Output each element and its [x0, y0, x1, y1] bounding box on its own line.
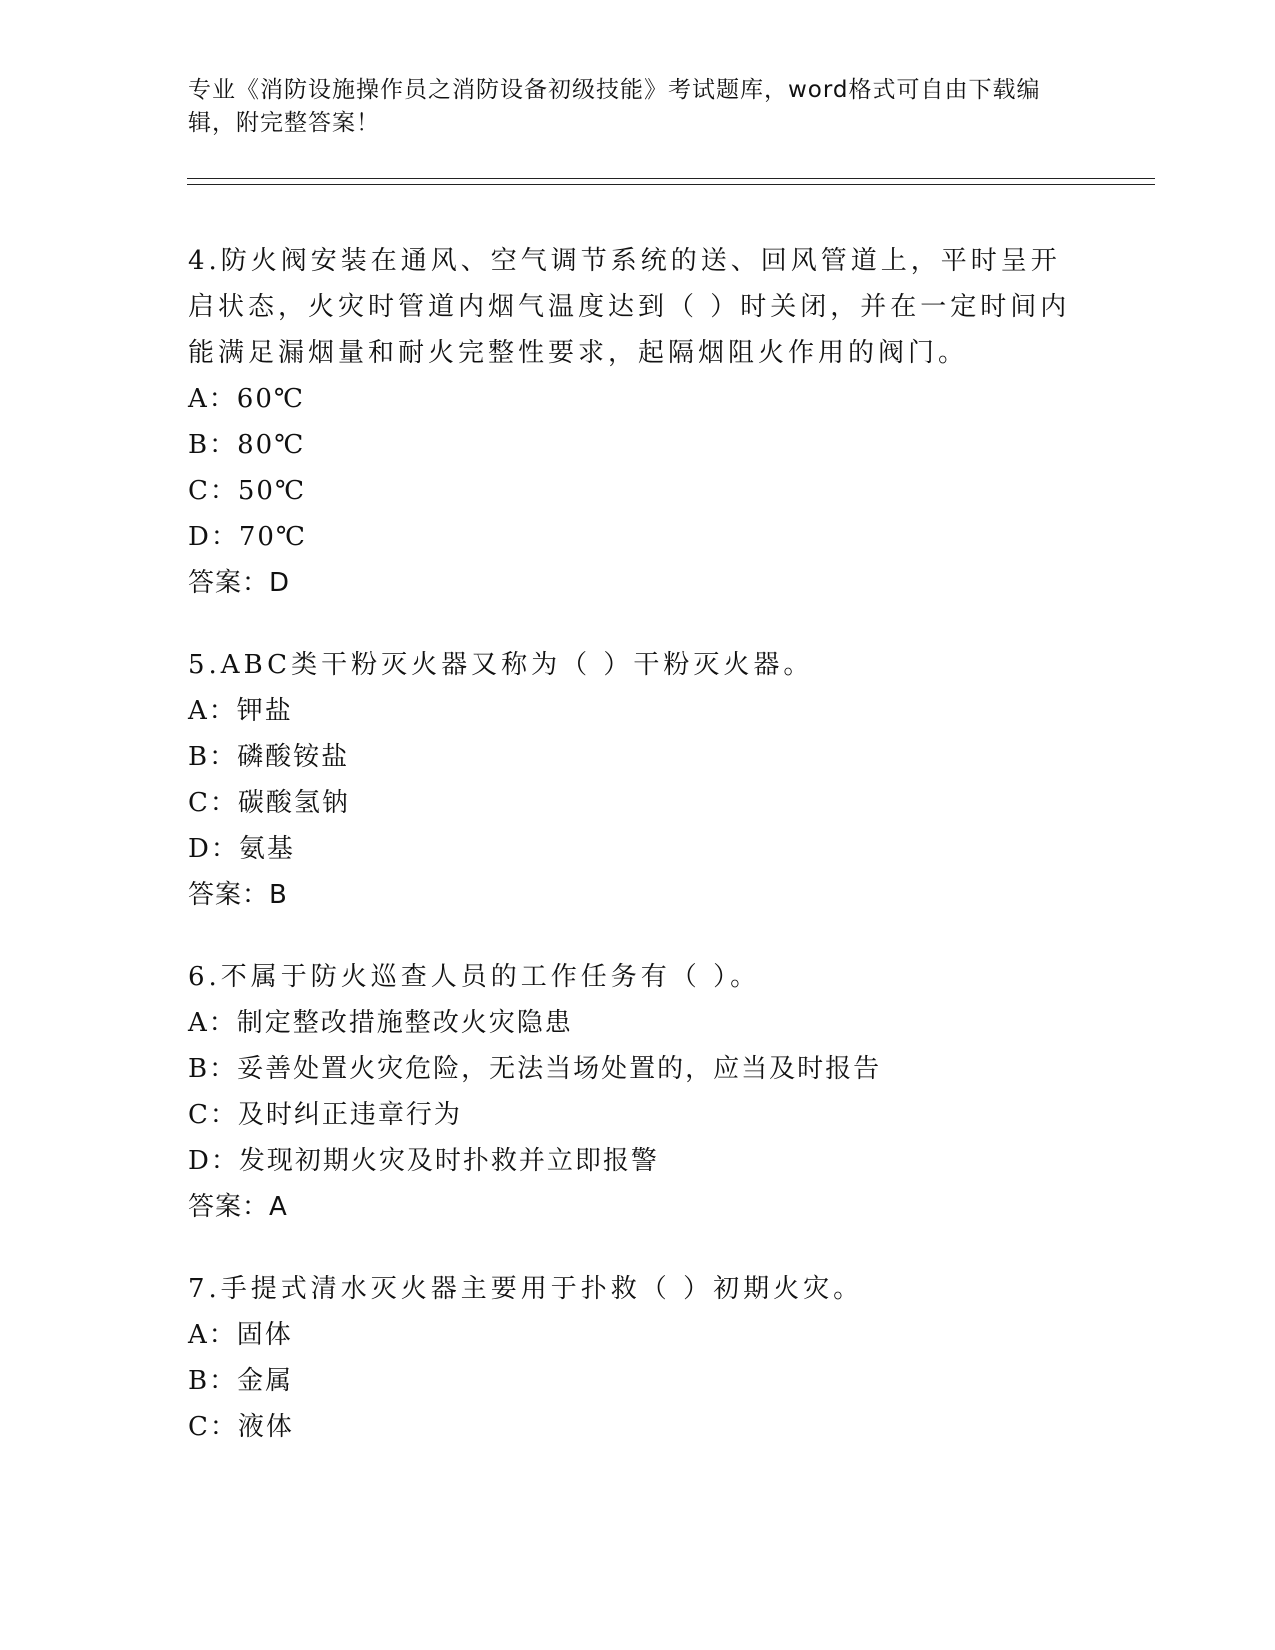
question-5 — [188, 642, 1088, 918]
option-b: B：金属 — [188, 1366, 294, 1396]
header-divider-line — [187, 184, 1155, 185]
option-b: B：80℃ — [188, 430, 306, 460]
option-a: A：钾盐 — [188, 696, 293, 726]
question-6 — [188, 954, 1088, 1230]
option-b: B：磷酸铵盐 — [188, 742, 350, 772]
question-stem: 6.不属于防火巡查人员的工作任务有（ ）。 — [188, 962, 761, 992]
answer-line: 答案：A — [188, 1192, 288, 1222]
document-header: 专业《消防设施操作员之消防设备初级技能》考试题库，word格式可自由下载编辑，附完整答案！ — [188, 77, 1041, 136]
option-a: A：固体 — [188, 1320, 293, 1350]
option-d: D：氨基 — [188, 834, 295, 864]
option-a: A：制定整改措施整改火灾隐患 — [188, 1008, 573, 1038]
question-stem: 7.手提式清水灭火器主要用于扑救（ ）初期火灾。 — [188, 1274, 864, 1304]
option-c: C：碳酸氢钠 — [188, 788, 350, 818]
question-stem: 5.ABC类干粉灭火器又称为（ ）干粉灭火器。 — [188, 650, 814, 680]
header-divider-line — [187, 178, 1155, 179]
option-b: B：妥善处置火灾危险，无法当场处置的，应当及时报告 — [188, 1054, 882, 1084]
question-stem: 4.防火阀安装在通风、空气调节系统的送、回风管道上，平时呈开启状态，火灾时管道内烟气温度达到（ ）时关闭，并在一定时间内能满足漏烟量和耐火完整性要求，起隔烟阻火作用的阀门。 — [188, 246, 1071, 368]
answer-line: 答案：D — [188, 568, 291, 598]
question-4 — [188, 238, 1088, 606]
option-c: C：及时纠正违章行为 — [188, 1100, 462, 1130]
option-a: A：60℃ — [188, 384, 305, 414]
option-c: C：液体 — [188, 1412, 294, 1442]
question-7 — [188, 1266, 1088, 1450]
option-d: D：发现初期火灾及时扑救并立即报警 — [188, 1146, 659, 1176]
option-c: C：50℃ — [188, 476, 307, 506]
option-d: D：70℃ — [188, 522, 308, 552]
question-list — [188, 238, 1088, 1486]
answer-line: 答案：B — [188, 880, 288, 910]
